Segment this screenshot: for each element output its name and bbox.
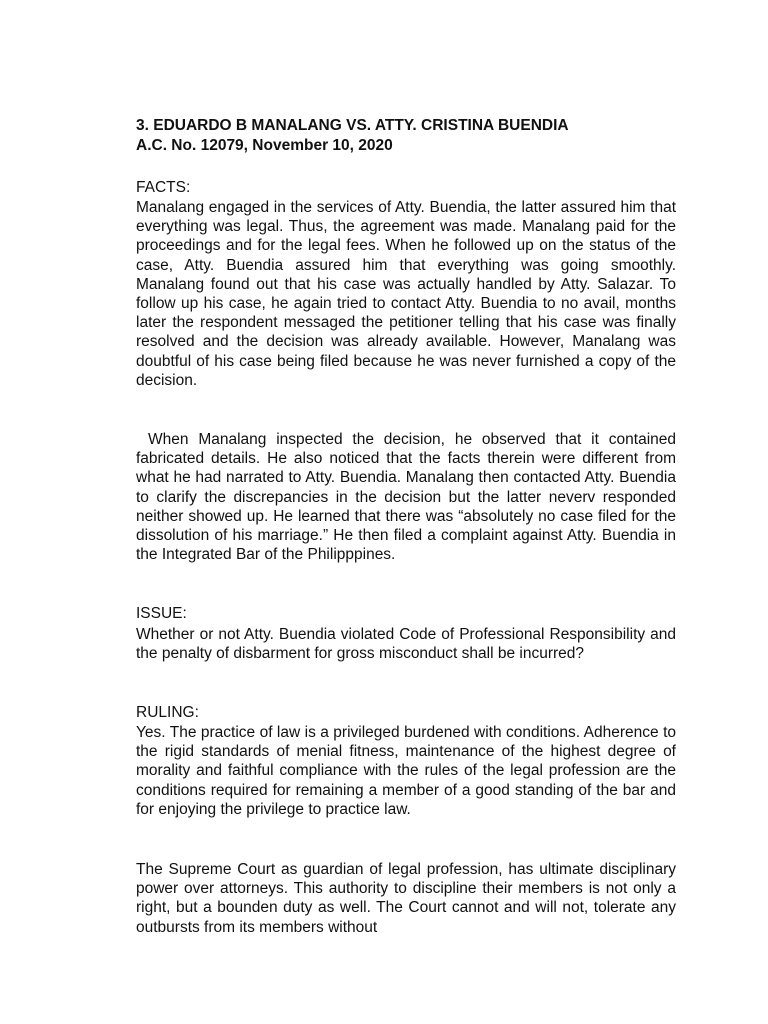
issue-heading: ISSUE: [136,605,187,622]
case-title: 3. EDUARDO B MANALANG VS. ATTY. CRISTINA BUENDIA [136,117,569,134]
issue-paragraph: Whether or not Atty. Buendia violated Code of Professional Responsibility and the penalty of disbarment for gross misconduct shall be incurred? [136,626,676,663]
case-citation: A.C. No. 12079, November 10, 2020 [136,137,393,154]
facts-paragraph-1: Manalang engaged in the services of Atty. Buendia, the latter assured him that everything was legal. Thus, the agreement was made. Manalang paid for the proceedings and for the legal fees. When he followed up on the status of the case, Atty. Buendia assured him that everything was going smoothly. Manalang found out that his case was actually handled by Atty. Salazar. To follow up his case, he again tried to contact Atty. Buendia to no avail, months later the respondent messaged the petitioner telling that his case was finally resolved and the decision was already available. However, Manalang was doubtful of his case being filed because he was never furnished a copy of the decision. [136,199,676,389]
ruling-heading: RULING: [136,704,199,721]
facts-paragraph-2: When Manalang inspected the decision, he observed that it contained fabricated details. He also noticed that the facts therein were different from what he had narrated to Atty. Buendia. Manalang then contacted Atty. Buendia to clarify the discrepancies in the decision but the latter neverv responded neither showed up. He learned that there was “absolutely no case filed for the dissolution of his marriage.” He then filed a complaint against Atty. Buendia in the Integrated Bar of the Philipppines. [136,431,676,564]
ruling-paragraph-2: The Supreme Court as guardian of legal profession, has ultimate disciplinary power over attorneys. This authority to discipline their members is not only a right, but a bounden duty as well. The Court cannot and will not, tolerate any outbursts from its members without [136,861,676,936]
facts-heading: FACTS: [136,179,191,196]
ruling-paragraph-1: Yes. The practice of law is a privileged burdened with conditions. Adherence to the rigid standards of menial fitness, maintenance of the highest degree of morality and faithful compliance with the rules of the legal profession are the conditions required for remaining a member of a good standing of the bar and for enjoying the privilege to practice law. [136,724,676,818]
